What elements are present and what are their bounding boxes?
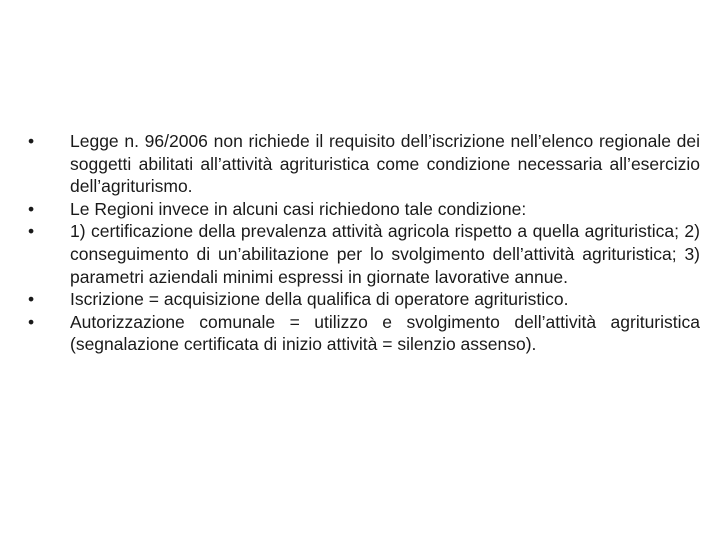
- bullet-icon: •: [28, 198, 35, 219]
- bullet-text: 1) certificazione della prevalenza attività agricola rispetto a quella agrituristica; 2) conseguimento di un’abilitazione per lo svolgimento dell’attività agrituristica; 3) parametri aziendali minimi espressi in giornate lavorative annue.: [70, 221, 700, 287]
- bullet-item-autorizzazione: [28, 311, 700, 356]
- bullet-text: Iscrizione = acquisizione della qualifica di operatore agrituristico.: [70, 289, 569, 310]
- bullet-text: Legge n. 96/2006 non richiede il requisito dell’iscrizione nell’elenco regionale dei soggetti abilitati all’attività agrituristica come condizione necessaria all’esercizio dell’agriturismo.: [70, 131, 700, 197]
- bullet-text: Autorizzazione comunale = utilizzo e svolgimento dell’attività agrituristica (segnalazione certificata di inizio attività = silenzio assenso).: [70, 311, 700, 355]
- bullet-text: Le Regioni invece in alcuni casi richiedono tale condizione:: [70, 198, 527, 219]
- bullet-item-legge: [28, 130, 700, 198]
- bullet-icon: •: [28, 131, 35, 151]
- bullet-icon: •: [28, 311, 35, 332]
- bullet-icon: •: [28, 289, 35, 310]
- bullet-item-requisiti: [28, 220, 700, 288]
- bullet-item-iscrizione: [28, 288, 700, 311]
- bullet-list: [28, 130, 700, 356]
- bullet-icon: •: [28, 221, 35, 242]
- bullet-item-regioni: [28, 198, 700, 221]
